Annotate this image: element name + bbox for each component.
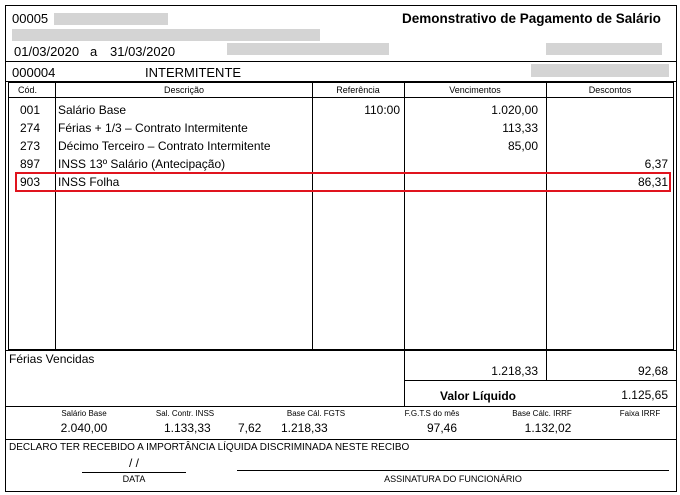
- col-header-cod: Cód.: [18, 85, 38, 95]
- totals-mid-line: [404, 380, 677, 381]
- row-1-vencimentos: 1.020,00: [491, 103, 538, 117]
- salario-base-value: 2.040,00: [60, 421, 108, 435]
- col-header-referencia: Referência: [336, 85, 380, 95]
- company-code: 00005: [12, 11, 49, 26]
- period-end: 31/03/2020: [110, 44, 176, 59]
- row-5-cod: 903: [20, 175, 41, 189]
- total-vencimentos: 1.218,33: [491, 364, 538, 378]
- base-fgts-label: Base Cál. FGTS: [286, 409, 346, 418]
- signature-label: ASSINATURA DO FUNCIONÁRIO: [384, 474, 522, 484]
- col-divider-2: [312, 82, 313, 350]
- col-header-descontos: Descontos: [588, 85, 632, 95]
- extra-value: 7,62: [238, 421, 262, 435]
- salario-base-label: Salário Base: [61, 409, 107, 418]
- valor-liquido-label: Valor Líquido: [440, 389, 517, 403]
- row-2-cod: 274: [20, 121, 41, 135]
- redacted-cnpj: [227, 43, 389, 55]
- total-descontos: 92,68: [637, 364, 668, 378]
- faixa-irrf-label: Faixa IRRF: [619, 409, 661, 418]
- footer-top-line: [5, 439, 677, 440]
- totals-top-line: [5, 350, 677, 351]
- date-label: DATA: [122, 474, 146, 484]
- header-divider: [5, 61, 677, 62]
- signature-line: [237, 470, 669, 471]
- row-3-descricao: Décimo Terceiro – Contrato Intermitente: [58, 139, 271, 153]
- redacted-company-name: [54, 13, 168, 25]
- row-1-referencia: 110:00: [364, 103, 400, 117]
- base-irrf-label: Base Cálc. IRRF: [512, 409, 572, 418]
- redacted-address: [12, 29, 320, 41]
- redacted-field-right: [546, 43, 662, 55]
- row-2-descricao: Férias + 1/3 – Contrato Intermitente: [58, 121, 248, 135]
- period-start: 01/03/2020: [14, 44, 80, 59]
- row-5-descontos: 86,31: [637, 175, 668, 189]
- col-divider-4: [546, 82, 547, 350]
- highlight-box: [15, 172, 671, 192]
- row-4-descontos: 6,37: [644, 157, 668, 171]
- col-header-vencimentos: Vencimentos: [449, 85, 501, 95]
- employee-code: 000004: [12, 65, 56, 80]
- ferias-vencidas-note: Férias Vencidas: [9, 352, 95, 366]
- row-1-descricao: Salário Base: [58, 103, 127, 117]
- valor-liquido: 1.125,65: [621, 388, 668, 402]
- row-3-cod: 273: [20, 139, 41, 153]
- row-3-vencimentos: 85,00: [507, 139, 538, 153]
- fgts-mes-label: F.G.T.S do mês: [404, 409, 460, 418]
- sal-contr-inss-label: Sal. Contr. INSS: [155, 409, 215, 418]
- base-fgts-value: 1.218,33: [281, 421, 328, 435]
- row-1-cod: 001: [20, 103, 41, 117]
- col-header-descricao: Descrição: [163, 85, 204, 95]
- sal-contr-inss-value: 1.133,33: [164, 421, 211, 435]
- base-irrf-value: 1.132,02: [524, 421, 572, 435]
- declaration-text: DECLARO TER RECEBIDO A IMPORTÂNCIA LÍQUIDA DISCRIMINADA NESTE RECIBO: [9, 442, 410, 453]
- date-slashes: / /: [128, 456, 139, 470]
- fgts-mes-value: 97,46: [426, 421, 458, 435]
- column-header-line: [8, 97, 674, 98]
- period-separator: a: [90, 44, 98, 59]
- row-4-cod: 897: [20, 157, 41, 171]
- bases-top-line: [5, 406, 677, 407]
- document-title: Demonstrativo de Pagamento de Salário: [402, 11, 661, 26]
- contract-type: INTERMITENTE: [145, 65, 242, 80]
- row-4-descricao: INSS 13º Salário (Antecipação): [58, 157, 226, 171]
- col-divider-1: [55, 82, 56, 350]
- row-2-vencimentos: 113,33: [502, 121, 538, 135]
- date-line: [82, 472, 186, 473]
- row-5-descricao: INSS Folha: [58, 175, 120, 189]
- redacted-employee-info: [531, 64, 669, 77]
